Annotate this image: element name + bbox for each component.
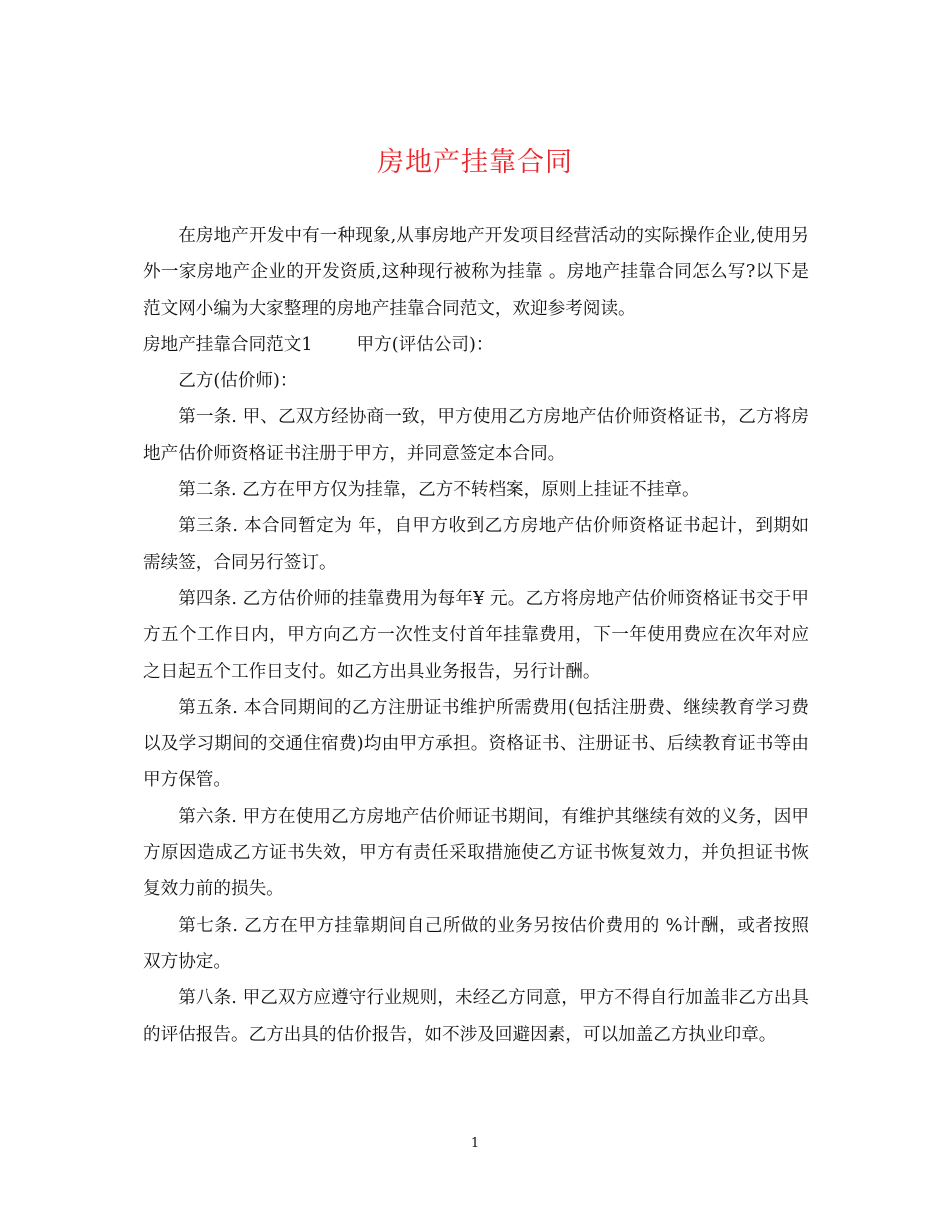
party-b-label: 乙方(估价师)：	[178, 371, 298, 392]
sample-heading: 房地产挂靠合同范文1	[143, 334, 313, 355]
article-1: 第一条. 甲、乙双方经协商一致，甲方使用乙方房地产估价师资格证书，乙方将房地产估价师资格证书注册于甲方，并同意签定本合同。	[143, 407, 809, 464]
article-8: 第八条. 甲乙双方应遵守行业规则，未经乙方同意，甲方不得自行加盖非乙方出具的评估报告。乙方出具的估价报告，如不涉及回避因素，可以加盖乙方执业印章。	[143, 988, 809, 1045]
article-3: 第三条. 本合同暂定为 年，自甲方收到乙方房地产估价师资格证书起计，到期如需续签，合同另行签订。	[143, 516, 809, 573]
sample-heading-line	[143, 327, 809, 363]
intro-paragraph: 在房地产开发中有一种现象,从事房地产开发项目经营活动的实际操作企业,使用另外一家房地产企业的开发资质,这种现行被称为挂靠 。房地产挂靠合同怎么写?以下是范文网小编为大家整理的房地产挂靠合同范文，欢迎参考阅读。	[143, 226, 809, 319]
article-5: 第五条. 本合同期间的乙方注册证书维护所需费用(包括注册费、继续教育学习费以及学习期间的交通住宿费)均由甲方承担。资格证书、注册证书、后续教育证书等由甲方保管。	[143, 697, 809, 791]
party-a-label: 甲方(评估公司)：	[356, 334, 494, 355]
page-number: 1	[470, 1136, 480, 1151]
article-2: 第二条. 乙方在甲方仅为挂靠，乙方不转档案，原则上挂证不挂章。	[178, 480, 700, 501]
article-7: 第七条. 乙方在甲方挂靠期间自己所做的业务另按估价费用的 %计酬，或者按照双方协定。	[143, 915, 809, 972]
article-4: 第四条. 乙方估价师的挂靠费用为每年¥ 元。乙方将房地产估价师资格证书交于甲方五个工作日内，甲方向乙方一次性支付首年挂靠费用，下一年使用费应在次年对应之日起五个工作日支付。如乙方出具业务报告，另行计酬。	[143, 588, 809, 682]
document-body	[143, 218, 809, 1053]
article-6: 第六条. 甲方在使用乙方房地产估价师证书期间，有维护其继续有效的义务，因甲方原因造成乙方证书失效，甲方有责任采取措施使乙方证书恢复效力，并负担证书恢复效力前的损失。	[143, 806, 809, 900]
document-title: 房地产挂靠合同	[377, 147, 573, 178]
